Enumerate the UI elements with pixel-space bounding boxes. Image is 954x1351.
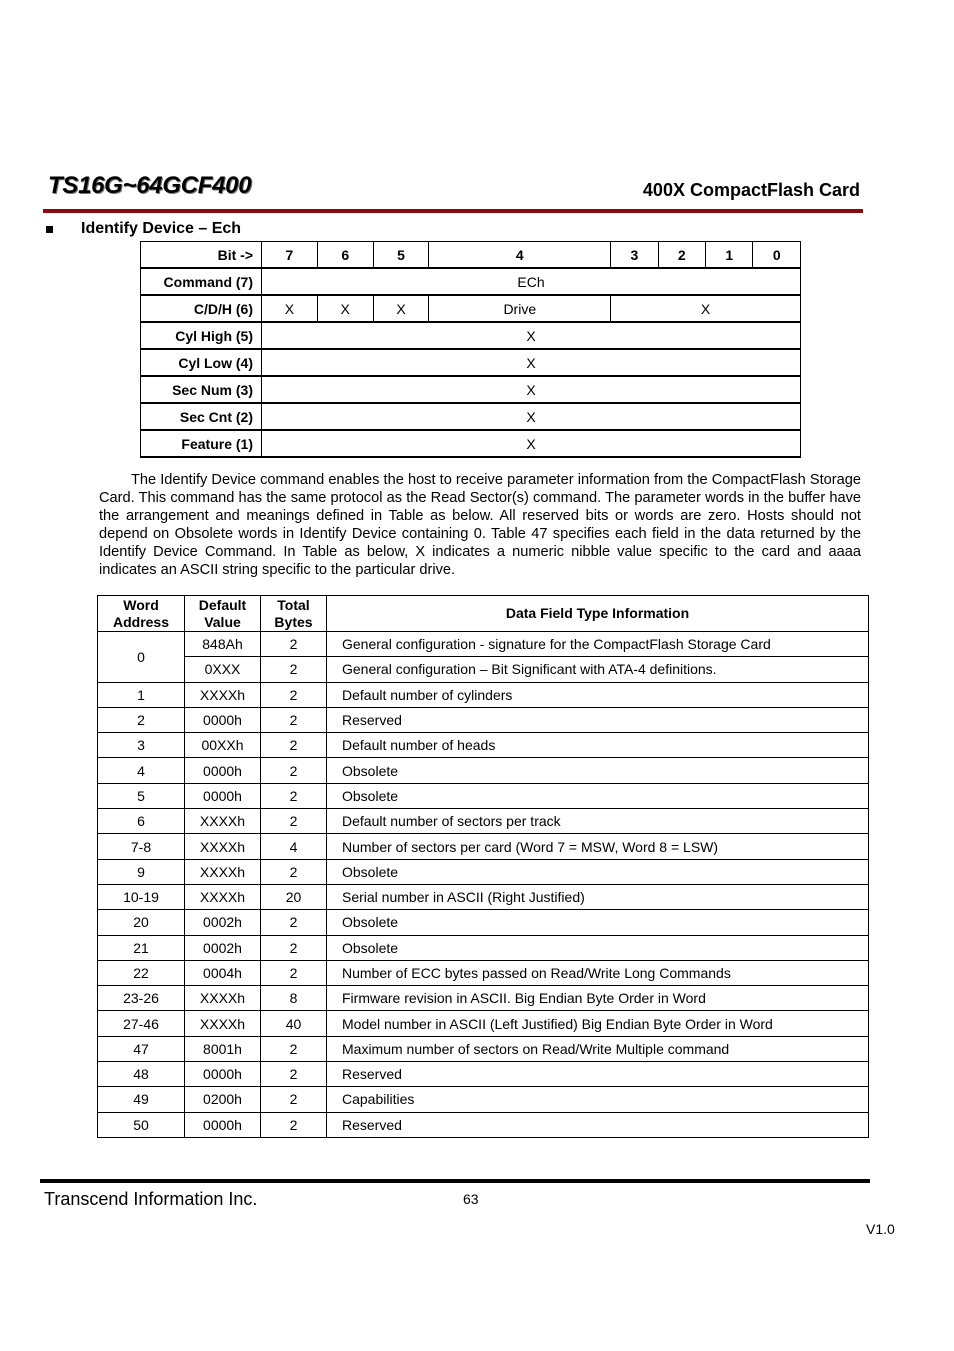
- register-row-cyl-high: [141, 322, 801, 349]
- cell-total-bytes: 2: [261, 960, 327, 985]
- table-row: [98, 1062, 869, 1087]
- table-row: [98, 1036, 869, 1061]
- table-row: [98, 960, 869, 985]
- cdh-bit-4: Drive: [429, 295, 611, 322]
- register-row-cdh: [141, 295, 801, 322]
- register-value: X: [262, 403, 801, 430]
- header-default-line1: Default: [198, 596, 247, 613]
- header-word-line2: Address: [112, 613, 170, 630]
- cell-default-value: XXXXh: [185, 986, 261, 1011]
- bit-3: 3: [611, 242, 658, 269]
- section-heading: [46, 220, 241, 238]
- cell-word-address: 4: [98, 758, 185, 783]
- version-label: V1.0: [866, 1221, 895, 1237]
- bit-2: 2: [658, 242, 705, 269]
- register-row-sec-cnt: [141, 403, 801, 430]
- cdh-bits-3-0: X: [611, 295, 801, 322]
- cell-info: Maximum number of sectors on Read/Write Multiple command: [327, 1036, 869, 1061]
- cell-total-bytes: 2: [261, 758, 327, 783]
- cell-total-bytes: 2: [261, 910, 327, 935]
- table-row: [98, 632, 869, 657]
- cell-total-bytes: 2: [261, 809, 327, 834]
- cell-total-bytes: 2: [261, 733, 327, 758]
- cell-word-address: 49: [98, 1087, 185, 1112]
- cell-word-address: 0: [98, 632, 185, 683]
- cell-info: Serial number in ASCII (Right Justified): [327, 884, 869, 909]
- cell-total-bytes: 2: [261, 657, 327, 682]
- register-label: Cyl High (5): [141, 322, 262, 349]
- table-row: [98, 657, 869, 682]
- register-label: Cyl Low (4): [141, 349, 262, 376]
- cell-default-value: XXXXh: [185, 859, 261, 884]
- cell-info: Reserved: [327, 1112, 869, 1137]
- register-label: Sec Num (3): [141, 376, 262, 403]
- table-row: [98, 986, 869, 1011]
- register-label: Command (7): [141, 268, 262, 295]
- cell-info: Obsolete: [327, 859, 869, 884]
- header-divider: [43, 209, 863, 213]
- table-row: [98, 884, 869, 909]
- register-table: [140, 241, 801, 458]
- cell-default-value: XXXXh: [185, 809, 261, 834]
- cell-info: Default number of sectors per track: [327, 809, 869, 834]
- cell-info: Obsolete: [327, 910, 869, 935]
- cell-total-bytes: 4: [261, 834, 327, 859]
- cell-default-value: 0002h: [185, 910, 261, 935]
- cell-word-address: 3: [98, 733, 185, 758]
- cell-default-value: 00XXh: [185, 733, 261, 758]
- header-info: Data Field Type Information: [327, 596, 869, 632]
- document-title: TS16G~64GCF400: [48, 172, 252, 199]
- footer-company: Transcend Information Inc.: [44, 1189, 258, 1209]
- register-row-cyl-low: [141, 349, 801, 376]
- cell-default-value: XXXXh: [185, 834, 261, 859]
- register-row-feature: [141, 430, 801, 457]
- cell-default-value: 0200h: [185, 1087, 261, 1112]
- cell-default-value: 8001h: [185, 1036, 261, 1061]
- cell-default-value: 0002h: [185, 935, 261, 960]
- cell-info: Obsolete: [327, 935, 869, 960]
- cell-word-address: 47: [98, 1036, 185, 1061]
- bit-0: 0: [753, 242, 801, 269]
- cell-default-value: 0000h: [185, 783, 261, 808]
- table-row: [98, 1112, 869, 1137]
- header-total-line1: Total: [277, 596, 310, 613]
- bit-1: 1: [706, 242, 753, 269]
- cell-default-value: 0000h: [185, 707, 261, 732]
- cell-info: Firmware revision in ASCII. Big Endian Byte Order in Word: [327, 986, 869, 1011]
- cell-info: Default number of cylinders: [327, 682, 869, 707]
- cdh-bit-6: X: [317, 295, 373, 322]
- identify-field-table: [97, 595, 869, 1138]
- field-table-header: [98, 596, 869, 632]
- table-row: [98, 910, 869, 935]
- cell-info: General configuration – Bit Significant with ATA-4 definitions.: [327, 657, 869, 682]
- cell-word-address: 6: [98, 809, 185, 834]
- footer-divider: [40, 1179, 870, 1183]
- table-row: [98, 935, 869, 960]
- cell-word-address: 1: [98, 682, 185, 707]
- cell-total-bytes: 2: [261, 1112, 327, 1137]
- register-label: Feature (1): [141, 430, 262, 457]
- cell-info: Reserved: [327, 1062, 869, 1087]
- register-row-command: [141, 268, 801, 295]
- bit-label: Bit ->: [141, 242, 262, 269]
- cell-total-bytes: 2: [261, 1087, 327, 1112]
- register-value: X: [262, 322, 801, 349]
- cell-total-bytes: 2: [261, 783, 327, 808]
- bit-7: 7: [262, 242, 318, 269]
- document-subtitle: 400X CompactFlash Card: [642, 180, 860, 200]
- section-title: Identify Device – Ech: [81, 220, 242, 237]
- cell-total-bytes: 2: [261, 682, 327, 707]
- header-total-bytes: [261, 596, 327, 632]
- bit-6: 6: [317, 242, 373, 269]
- table-row: [98, 809, 869, 834]
- cell-default-value: 0XXX: [185, 657, 261, 682]
- cell-total-bytes: 2: [261, 935, 327, 960]
- header-word-line1: Word: [123, 596, 159, 613]
- cell-total-bytes: 2: [261, 1036, 327, 1061]
- table-row: [98, 758, 869, 783]
- register-label: Sec Cnt (2): [141, 403, 262, 430]
- page-number: 63: [463, 1191, 479, 1207]
- header-default-line2: Value: [204, 613, 241, 630]
- cell-total-bytes: 2: [261, 859, 327, 884]
- cell-default-value: 0000h: [185, 1112, 261, 1137]
- register-value: X: [262, 376, 801, 403]
- cell-word-address: 5: [98, 783, 185, 808]
- cdh-bit-7: X: [262, 295, 318, 322]
- description-paragraph: The Identify Device command enables the host to receive parameter information from the CompactFlash Storage Card. This command has the same protocol as the Read Sector(s) command. The parameter words in the buffer have the arrangement and meanings defined in Table as below. All reserved bits or words are zero. Hosts should not depend on Obsolete words in Identify Device containing 0. Table 47 specifies each field in the data returned by the Identify Device Command. In Table as below, X indicates a numeric nibble value specific to the card and aaaa indicates an ASCII string specific to the particular drive.: [99, 472, 861, 578]
- table-row: [98, 707, 869, 732]
- register-value: ECh: [262, 268, 801, 295]
- table-row: [98, 1011, 869, 1036]
- cell-info: Number of ECC bytes passed on Read/Write Long Commands: [327, 960, 869, 985]
- cell-default-value: XXXXh: [185, 682, 261, 707]
- table-row: [98, 682, 869, 707]
- cell-default-value: 0000h: [185, 1062, 261, 1087]
- cell-info: Reserved: [327, 707, 869, 732]
- cell-default-value: 848Ah: [185, 632, 261, 657]
- header-total-line2: Bytes: [274, 613, 313, 630]
- register-row-sec-num: [141, 376, 801, 403]
- table-row: [98, 733, 869, 758]
- cell-word-address: 9: [98, 859, 185, 884]
- table-row: [98, 1087, 869, 1112]
- cell-info: Obsolete: [327, 758, 869, 783]
- cell-default-value: 0000h: [185, 758, 261, 783]
- cell-total-bytes: 2: [261, 1062, 327, 1087]
- cell-total-bytes: 40: [261, 1011, 327, 1036]
- register-bit-row: [141, 242, 801, 269]
- cell-info: Default number of heads: [327, 733, 869, 758]
- square-bullet-icon: [46, 226, 53, 233]
- cell-info: Number of sectors per card (Word 7 = MSW, Word 8 = LSW): [327, 834, 869, 859]
- register-value: X: [262, 430, 801, 457]
- cell-total-bytes: 2: [261, 632, 327, 657]
- cell-default-value: 0004h: [185, 960, 261, 985]
- cell-word-address: 22: [98, 960, 185, 985]
- header-default-value: [185, 596, 261, 632]
- cell-word-address: 20: [98, 910, 185, 935]
- cell-default-value: XXXXh: [185, 884, 261, 909]
- cdh-bit-5: X: [373, 295, 429, 322]
- cell-word-address: 21: [98, 935, 185, 960]
- table-row: [98, 783, 869, 808]
- cell-word-address: 50: [98, 1112, 185, 1137]
- field-table-body: [98, 632, 869, 1138]
- cell-word-address: 48: [98, 1062, 185, 1087]
- cell-word-address: 10-19: [98, 884, 185, 909]
- cell-default-value: XXXXh: [185, 1011, 261, 1036]
- bit-5: 5: [373, 242, 429, 269]
- table-row: [98, 834, 869, 859]
- register-value: X: [262, 349, 801, 376]
- cell-word-address: 7-8: [98, 834, 185, 859]
- cell-total-bytes: 20: [261, 884, 327, 909]
- cell-total-bytes: 2: [261, 707, 327, 732]
- cell-info: Capabilities: [327, 1087, 869, 1112]
- cell-word-address: 2: [98, 707, 185, 732]
- cell-word-address: 23-26: [98, 986, 185, 1011]
- register-label: C/D/H (6): [141, 295, 262, 322]
- bit-4: 4: [429, 242, 611, 269]
- table-row: [98, 859, 869, 884]
- cell-info: Model number in ASCII (Left Justified) Big Endian Byte Order in Word: [327, 1011, 869, 1036]
- cell-total-bytes: 8: [261, 986, 327, 1011]
- cell-word-address: 27-46: [98, 1011, 185, 1036]
- cell-info: General configuration - signature for the CompactFlash Storage Card: [327, 632, 869, 657]
- cell-info: Obsolete: [327, 783, 869, 808]
- header-word-address: [98, 596, 185, 632]
